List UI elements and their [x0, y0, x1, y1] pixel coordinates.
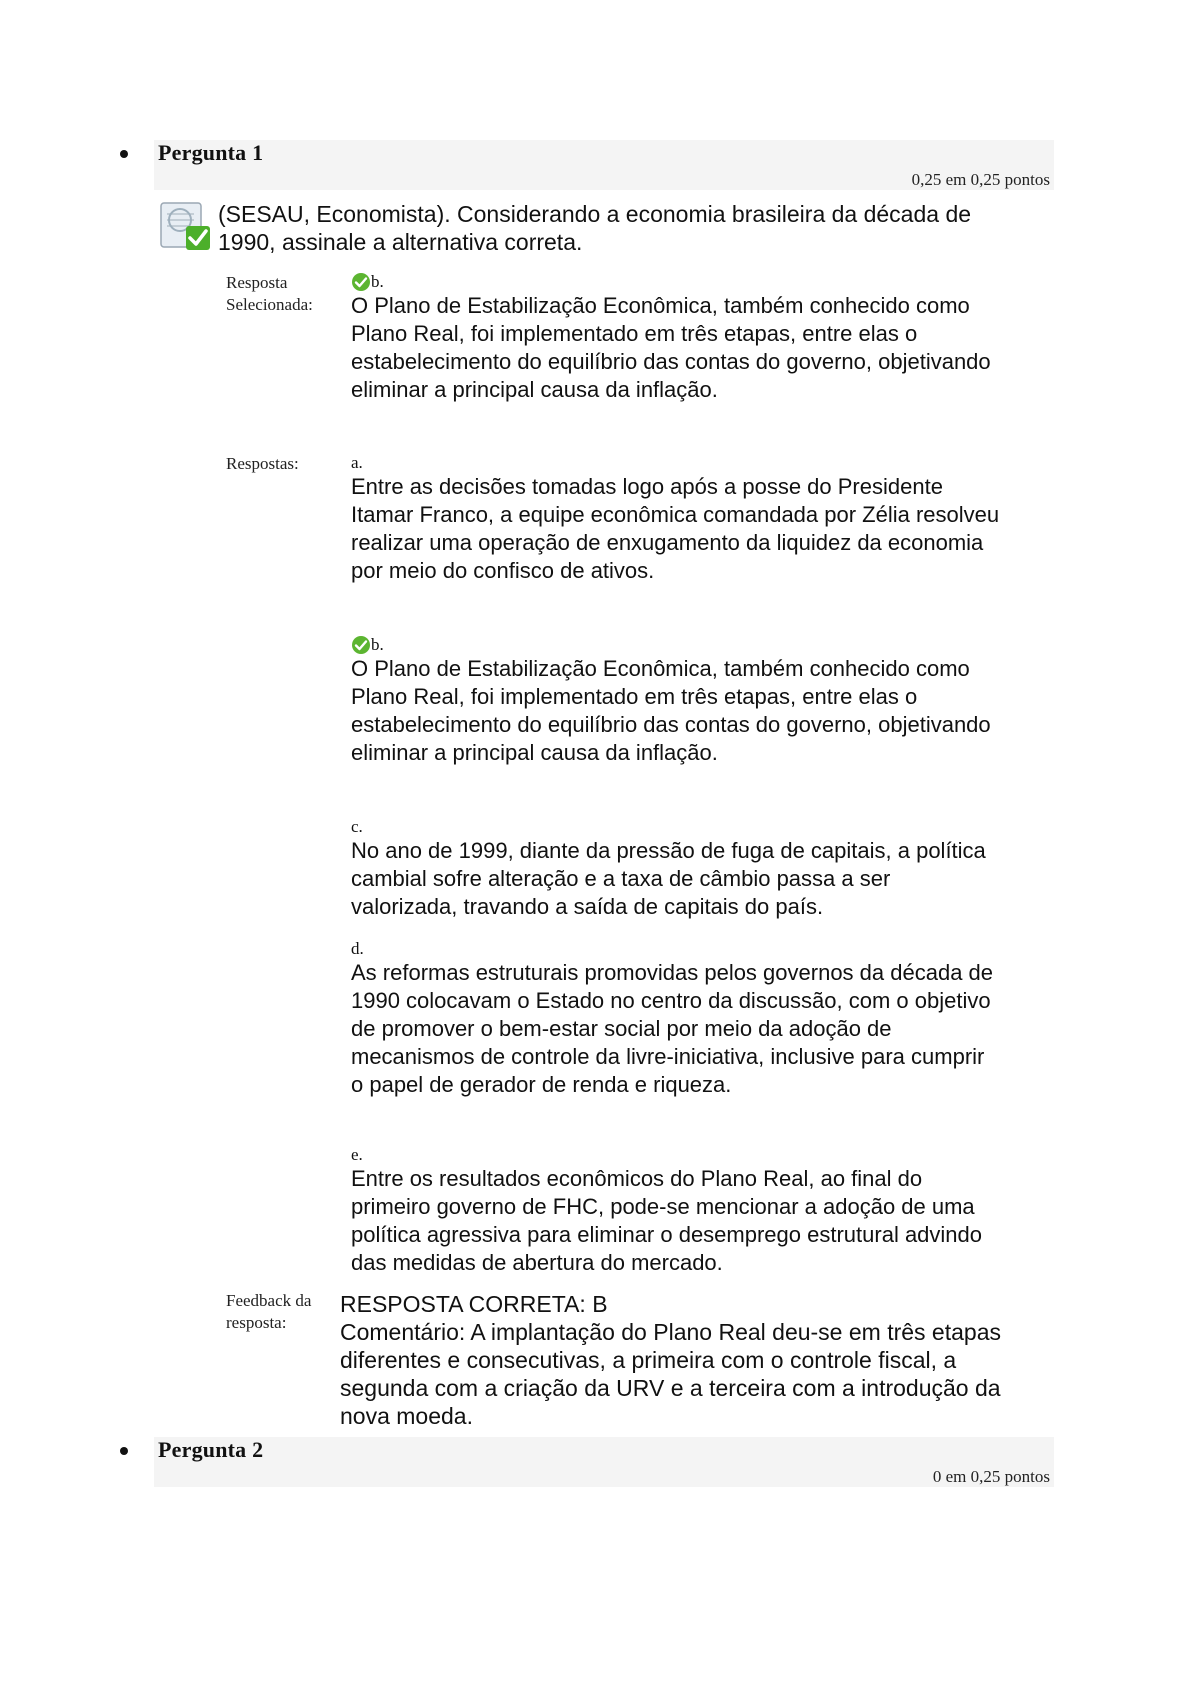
answer-letter: e. — [351, 1145, 363, 1164]
feedback-comment: Comentário: A implantação do Plano Real deu-se em três etapas diferentes e consecutivas, a primeira com o controle fiscal, a segunda com a criação da URV e a terceira com a introdução da nova moeda. — [340, 1319, 1001, 1429]
feedback-content — [340, 1290, 1020, 1430]
question-2-header — [154, 1437, 1054, 1487]
question-2-points: 0 em 0,25 pontos — [932, 1467, 1050, 1486]
answer-option-b — [351, 635, 1001, 767]
answer-text: As reformas estruturais promovidas pelos governos da década de 1990 colocavam o Estado no centro da discussão, com o objetivo de promover o bem-estar social por meio da adoção de mecanismos de controle da livre-iniciativa, inclusive para cumprir o papel de gerador de renda e riqueza. — [351, 960, 994, 1097]
selected-answer-text: O Plano de Estabilização Econômica, também conhecido como Plano Real, foi implementado em três etapas, entre elas o estabelecimento do equilíbrio das contas do governo, objetivando eliminar a principal causa da inflação. — [351, 293, 991, 402]
question-1-points: 0,25 em 0,25 pontos — [911, 170, 1050, 189]
answer-option-e — [351, 1145, 1001, 1277]
correct-check-icon — [351, 635, 371, 655]
selected-answer-letter: b. — [371, 272, 384, 291]
question-1-header — [154, 140, 1054, 190]
answer-letter-row — [351, 635, 1001, 655]
answer-option-d — [351, 939, 1001, 1099]
correct-check-icon — [351, 272, 371, 292]
question-1-header-block — [117, 140, 1057, 190]
feedback-title: RESPOSTA CORRETA: B — [340, 1291, 608, 1317]
selected-answer-content — [351, 272, 1001, 404]
question-2-title: Pergunta 2 — [158, 1437, 264, 1462]
answer-letter: d. — [351, 939, 364, 958]
answers-label: Respostas: — [226, 454, 299, 473]
answer-text: No ano de 1999, diante da pressão de fuga de capitais, a política cambial sofre alteração e a taxa de câmbio passa a ser valorizada, travando a saída de capitais do país. — [351, 838, 986, 919]
question-1-text: (SESAU, Economista). Considerando a economia brasileira da década de 1990, assinale a alternativa correta. — [218, 201, 972, 255]
answer-letter: c. — [351, 817, 363, 836]
answer-text: Entre os resultados econômicos do Plano Real, ao final do primeiro governo de FHC, pode-se mencionar a adoção de uma política agressiva para eliminar o desemprego estrutural advindo das medidas de abertura do mercado. — [351, 1166, 983, 1275]
selected-answer-label: Resposta Selecionada: — [226, 273, 313, 314]
answer-option-a — [351, 453, 1001, 585]
bullet-icon — [120, 150, 128, 158]
bullet-icon — [120, 1447, 128, 1455]
answer-text: Entre as decisões tomadas logo após a posse do Presidente Itamar Franco, a equipe econômica comandada por Zélia resolveu realizar uma operação de enxugamento da liquidez da economia por meio do confisco de ativos. — [351, 474, 1000, 583]
question-1-title: Pergunta 1 — [158, 140, 264, 165]
answer-option-c — [351, 817, 1001, 921]
answer-letter: b. — [371, 635, 384, 654]
answer-letter: a. — [351, 453, 363, 472]
question-2-header-block — [117, 1437, 1057, 1487]
question-correct-icon — [158, 200, 212, 254]
selected-answer-letter-row — [351, 272, 1001, 292]
answer-text: O Plano de Estabilização Econômica, também conhecido como Plano Real, foi implementado em três etapas, entre elas o estabelecimento do equilíbrio das contas do governo, objetivando eliminar a principal causa da inflação. — [351, 656, 991, 765]
feedback-label: Feedback da resposta: — [226, 1291, 312, 1332]
